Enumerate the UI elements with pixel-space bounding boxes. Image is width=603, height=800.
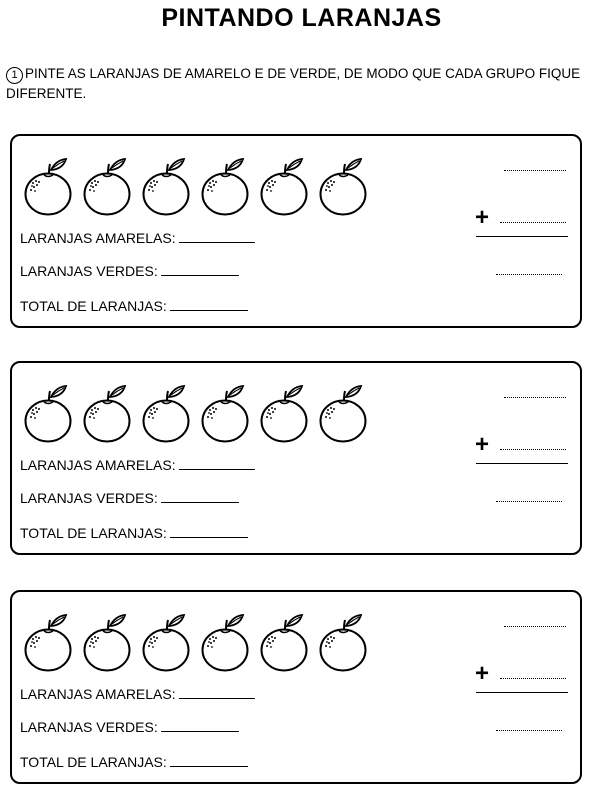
total-oranges-blank[interactable]: [170, 535, 248, 538]
page-title: PINTANDO LARANJAS: [161, 4, 442, 32]
yellow-oranges-blank[interactable]: [179, 240, 255, 243]
orange-icon[interactable]: [317, 383, 371, 443]
green-oranges-blank[interactable]: [161, 729, 239, 732]
sum-second-dotline[interactable]: [500, 222, 566, 223]
total-oranges-label: TOTAL DE LARANJAS:: [20, 754, 167, 770]
orange-icon[interactable]: [22, 383, 76, 443]
green-oranges-line: [20, 263, 239, 279]
sum-first-dotline[interactable]: [504, 170, 566, 171]
yellow-oranges-line: [20, 686, 255, 702]
orange-icon[interactable]: [258, 383, 312, 443]
orange-icon[interactable]: [81, 383, 135, 443]
total-oranges-label: TOTAL DE LARANJAS:: [20, 298, 167, 314]
orange-icon[interactable]: [140, 383, 194, 443]
green-oranges-line: [20, 490, 239, 506]
green-oranges-line: [20, 719, 239, 735]
orange-icon[interactable]: [317, 612, 371, 672]
sum-second-dotline[interactable]: [500, 678, 566, 679]
total-oranges-line: [20, 525, 248, 541]
orange-icon[interactable]: [199, 383, 253, 443]
sum-result-dotline[interactable]: [496, 274, 562, 275]
total-oranges-label: TOTAL DE LARANJAS:: [20, 525, 167, 541]
exercise-box: [10, 361, 582, 555]
sum-line: [476, 236, 568, 237]
green-oranges-blank[interactable]: [161, 500, 239, 503]
orange-icon[interactable]: [22, 156, 76, 216]
sum-result-dotline[interactable]: [496, 730, 562, 731]
plus-sign: +: [475, 660, 490, 687]
sum-first-dotline[interactable]: [504, 626, 566, 627]
total-oranges-line: [20, 754, 248, 770]
orange-icon[interactable]: [199, 156, 253, 216]
orange-icon[interactable]: [81, 612, 135, 672]
orange-icon[interactable]: [140, 156, 194, 216]
sum-line: [476, 463, 568, 464]
exercise-box: [10, 590, 582, 784]
instruction: [6, 64, 596, 104]
plus-sign: +: [475, 204, 490, 231]
yellow-oranges-line: [20, 230, 255, 246]
green-oranges-label: LARANJAS VERDES:: [20, 490, 158, 506]
orange-icon[interactable]: [140, 612, 194, 672]
yellow-oranges-label: LARANJAS AMARELAS:: [20, 686, 176, 702]
yellow-oranges-blank[interactable]: [179, 696, 255, 699]
green-oranges-label: LARANJAS VERDES:: [20, 263, 158, 279]
instruction-text: PINTE AS LARANJAS DE AMARELO E DE VERDE, DE MODO QUE CADA GRUPO FIQUE DIFERENTE.: [6, 66, 581, 101]
total-oranges-line: [20, 298, 248, 314]
exercise-box: [10, 134, 582, 328]
green-oranges-label: LARANJAS VERDES:: [20, 719, 158, 735]
orange-icon[interactable]: [317, 156, 371, 216]
plus-sign: +: [475, 431, 490, 458]
yellow-oranges-label: LARANJAS AMARELAS:: [20, 457, 176, 473]
orange-icon[interactable]: [199, 612, 253, 672]
orange-icon[interactable]: [22, 612, 76, 672]
sum-first-dotline[interactable]: [504, 397, 566, 398]
green-oranges-blank[interactable]: [161, 273, 239, 276]
yellow-oranges-line: [20, 457, 255, 473]
sum-line: [476, 692, 568, 693]
sum-second-dotline[interactable]: [500, 449, 566, 450]
orange-icon[interactable]: [81, 156, 135, 216]
sum-result-dotline[interactable]: [496, 501, 562, 502]
instruction-number: 1: [6, 67, 23, 84]
orange-icon[interactable]: [258, 612, 312, 672]
orange-icon[interactable]: [258, 156, 312, 216]
yellow-oranges-blank[interactable]: [179, 467, 255, 470]
total-oranges-blank[interactable]: [170, 764, 248, 767]
total-oranges-blank[interactable]: [170, 308, 248, 311]
yellow-oranges-label: LARANJAS AMARELAS:: [20, 230, 176, 246]
